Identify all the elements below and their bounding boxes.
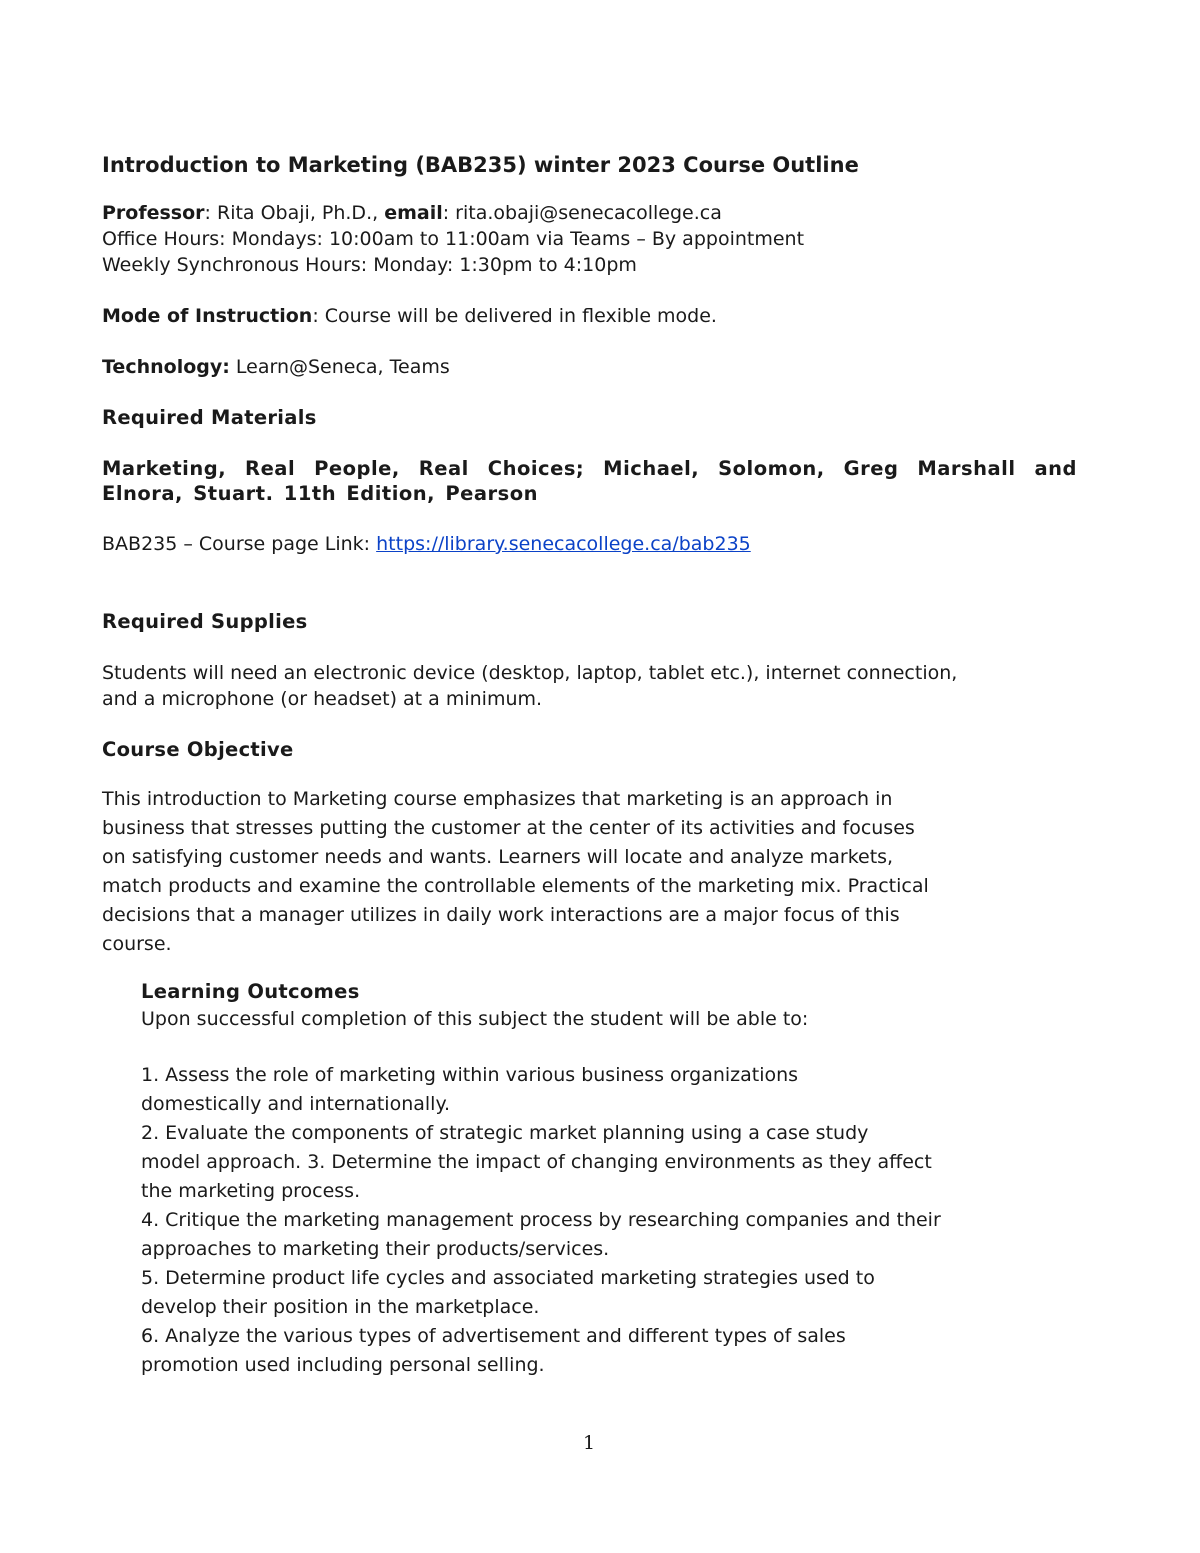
mode-value: : Course will be delivered in flexible mode. — [312, 305, 717, 327]
outcome-line: domestically and internationally. — [141, 1093, 451, 1115]
office-hours: Office Hours: Mondays: 10:00am to 11:00am via Teams – By appointment — [102, 228, 805, 250]
learning-outcomes-intro: Upon successful completion of this subject the student will be able to: — [141, 1008, 809, 1030]
learning-outcomes-heading: Learning Outcomes — [141, 980, 360, 1003]
required-supplies-heading: Required Supplies — [102, 610, 308, 633]
mode-label: Mode of Instruction — [102, 305, 313, 327]
email-value: : rita.obaji@senecacollege.ca — [442, 202, 722, 224]
objective-line: on satisfying customer needs and wants. Learners will locate and analyze markets, — [102, 846, 894, 868]
course-page-label: BAB235 – Course page Link: — [102, 533, 377, 555]
technology-line — [102, 354, 1077, 380]
document-title: Introduction to Marketing (BAB235) winter 2023 Course Outline — [102, 153, 859, 177]
outcome-line: 2. Evaluate the components of strategic market planning using a case study — [141, 1122, 869, 1144]
required-book: Marketing, Real People, Real Choices; Michael, Solomon, Greg Marshall and Elnora, Stuart. 11th Edition, Pearson — [102, 457, 1077, 505]
professor-value: : Rita Obaji, Ph.D., — [204, 202, 385, 224]
technology-value: Learn@Seneca, Teams — [229, 356, 450, 378]
outcome-line: 4. Critique the marketing management process by researching companies and their — [141, 1209, 941, 1231]
synchronous-hours: Weekly Synchronous Hours: Monday: 1:30pm to 4:10pm — [102, 254, 637, 276]
objective-line: course. — [102, 933, 172, 955]
course-page-link[interactable]: https://library.senecacollege.ca/bab235 — [376, 533, 751, 555]
professor-line — [102, 200, 1077, 226]
document-page — [102, 150, 1077, 1380]
outcome-line: 6. Analyze the various types of advertisement and different types of sales — [141, 1325, 846, 1347]
outcome-line: develop their position in the marketplace. — [141, 1296, 540, 1318]
required-materials-heading: Required Materials — [102, 406, 317, 429]
objective-line: match products and examine the controllable elements of the marketing mix. Practical — [102, 875, 929, 897]
objective-line: business that stresses putting the customer at the center of its activities and focuses — [102, 817, 915, 839]
objective-line: decisions that a manager utilizes in daily work interactions are a major focus of this — [102, 904, 900, 926]
objective-line: This introduction to Marketing course emphasizes that marketing is an approach in — [102, 788, 893, 810]
outcome-line: the marketing process. — [141, 1180, 361, 1202]
outcome-line: approaches to marketing their products/services. — [141, 1238, 610, 1260]
outcome-line: model approach. 3. Determine the impact of changing environments as they affect — [141, 1151, 932, 1173]
outcome-line: promotion used including personal selling. — [141, 1354, 545, 1376]
learning-outcomes-section — [141, 979, 1077, 1380]
page-number: 1 — [582, 1432, 596, 1454]
mode-of-instruction — [102, 303, 1077, 329]
outcome-line: 1. Assess the role of marketing within various business organizations — [141, 1064, 799, 1086]
professor-label: Professor — [102, 202, 205, 224]
outcome-line: 5. Determine product life cycles and associated marketing strategies used to — [141, 1267, 875, 1289]
supplies-line: Students will need an electronic device (desktop, laptop, tablet etc.), internet connection, — [102, 662, 958, 684]
supplies-line: and a microphone (or headset) at a minimum. — [102, 688, 543, 710]
course-page-line — [102, 531, 1077, 557]
email-label: email — [384, 202, 443, 224]
course-objective-heading: Course Objective — [102, 738, 294, 761]
technology-label: Technology: — [102, 356, 230, 378]
course-objective-text — [102, 785, 1077, 959]
